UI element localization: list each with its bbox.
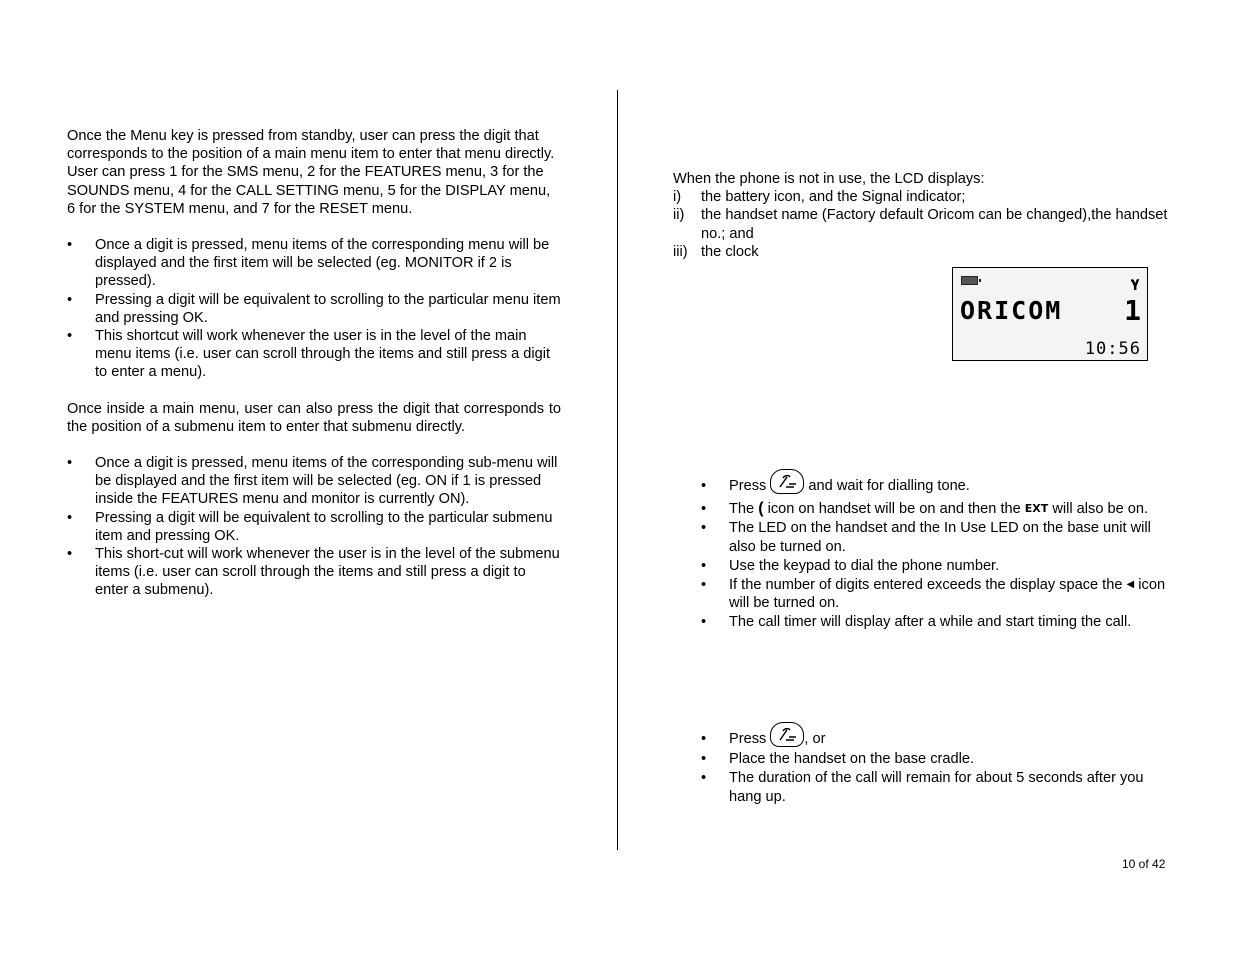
submenu-intro-paragraph: Once inside a main menu, user can also press the digit that corresponds to the position of a submenu item to enter that submenu directly. bbox=[67, 400, 561, 435]
list-item: • This short-cut will work whenever the user is in the level of the submenu items (i.e. user can scroll through the items and still press a digit to enter a submenu). bbox=[67, 545, 561, 600]
page-number: 10 of 42 bbox=[1122, 857, 1166, 871]
list-item: • Once a digit is pressed, menu items of the corresponding sub-menu will be displayed and the first item will be selected (eg. ON if 1 is pressed inside the FEATURES menu and monitor is currently ON). bbox=[67, 454, 561, 509]
list-item: • The call timer will display after a while and start timing the call. bbox=[701, 613, 1168, 631]
submenu-bullets bbox=[67, 454, 561, 600]
intro-paragraph: Once the Menu key is pressed from standby, user can press the digit that corresponds to the position of a main menu item to enter that menu directly. User can press 1 for the SMS menu, 2 for the FEATURES menu, 3 for the SOUNDS menu, 4 for the CALL SETTING menu, 5 for the DISPLAY menu, 6 for the SYSTEM menu, and 7 for the RESET menu. bbox=[67, 128, 555, 217]
list-item: • Press , or bbox=[701, 730, 1168, 748]
list-item: • If the number of digits entered exceeds the display space the ◀ icon will be turned on. bbox=[701, 576, 1168, 612]
list-item: iii) the clock bbox=[673, 243, 759, 260]
ext-icon: EXT bbox=[1024, 502, 1049, 516]
lcd-clock: 10:56 bbox=[1084, 339, 1141, 359]
talk-key-icon bbox=[770, 469, 804, 494]
lcd-handset-number: 1 bbox=[1124, 294, 1141, 327]
list-item: • Once a digit is pressed, menu items of the corresponding menu will be displayed and the first item will be selected (eg. MONITOR if 2 is pressed). bbox=[67, 236, 561, 291]
signal-icon: 𝛄 bbox=[1130, 275, 1139, 291]
list-item: • Press and wait for dialling tone. bbox=[701, 477, 1168, 495]
handset-icon: ( bbox=[758, 500, 764, 518]
list-item: • The ( icon on handset will be on and then the EXT will also be on. bbox=[701, 500, 1168, 518]
list-item: • The duration of the call will remain for about 5 seconds after you hang up. bbox=[701, 769, 1168, 805]
list-item: • Place the handset on the base cradle. bbox=[701, 750, 1168, 768]
list-item: • Pressing a digit will be equivalent to scrolling to the particular menu item and pressing OK. bbox=[67, 291, 561, 327]
lcd-handset-name: ORICOM bbox=[960, 296, 1063, 325]
list-item: • Pressing a digit will be equivalent to scrolling to the particular submenu item and pressing OK. bbox=[67, 509, 561, 545]
main-menu-bullets bbox=[67, 236, 561, 382]
left-column bbox=[67, 127, 561, 600]
list-item: • This shortcut will work whenever the user is in the level of the main menu items (i.e. user can scroll through the items and still press a digit to enter a menu). bbox=[67, 327, 561, 382]
standby-list bbox=[673, 188, 1168, 261]
lcd-display bbox=[952, 267, 1148, 361]
list-item: ii) the handset name (Factory default Oricom can be changed),the handset no.; and bbox=[673, 207, 1168, 242]
list-item: • Use the keypad to dial the phone number. bbox=[701, 557, 1168, 575]
end-call-bullets bbox=[701, 730, 1168, 807]
list-item: • The LED on the handset and the In Use LED on the base unit will also be turned on. bbox=[701, 519, 1168, 555]
column-divider bbox=[617, 90, 618, 850]
standby-section bbox=[673, 170, 1168, 261]
talk-key-icon bbox=[770, 722, 804, 747]
left-arrow-icon: ◀ bbox=[1126, 579, 1135, 591]
make-call-bullets bbox=[701, 477, 1168, 633]
battery-icon bbox=[961, 276, 978, 285]
standby-intro: When the phone is not in use, the LCD displays: bbox=[673, 171, 985, 187]
list-item: i) the battery icon, and the Signal indicator; bbox=[673, 189, 966, 206]
